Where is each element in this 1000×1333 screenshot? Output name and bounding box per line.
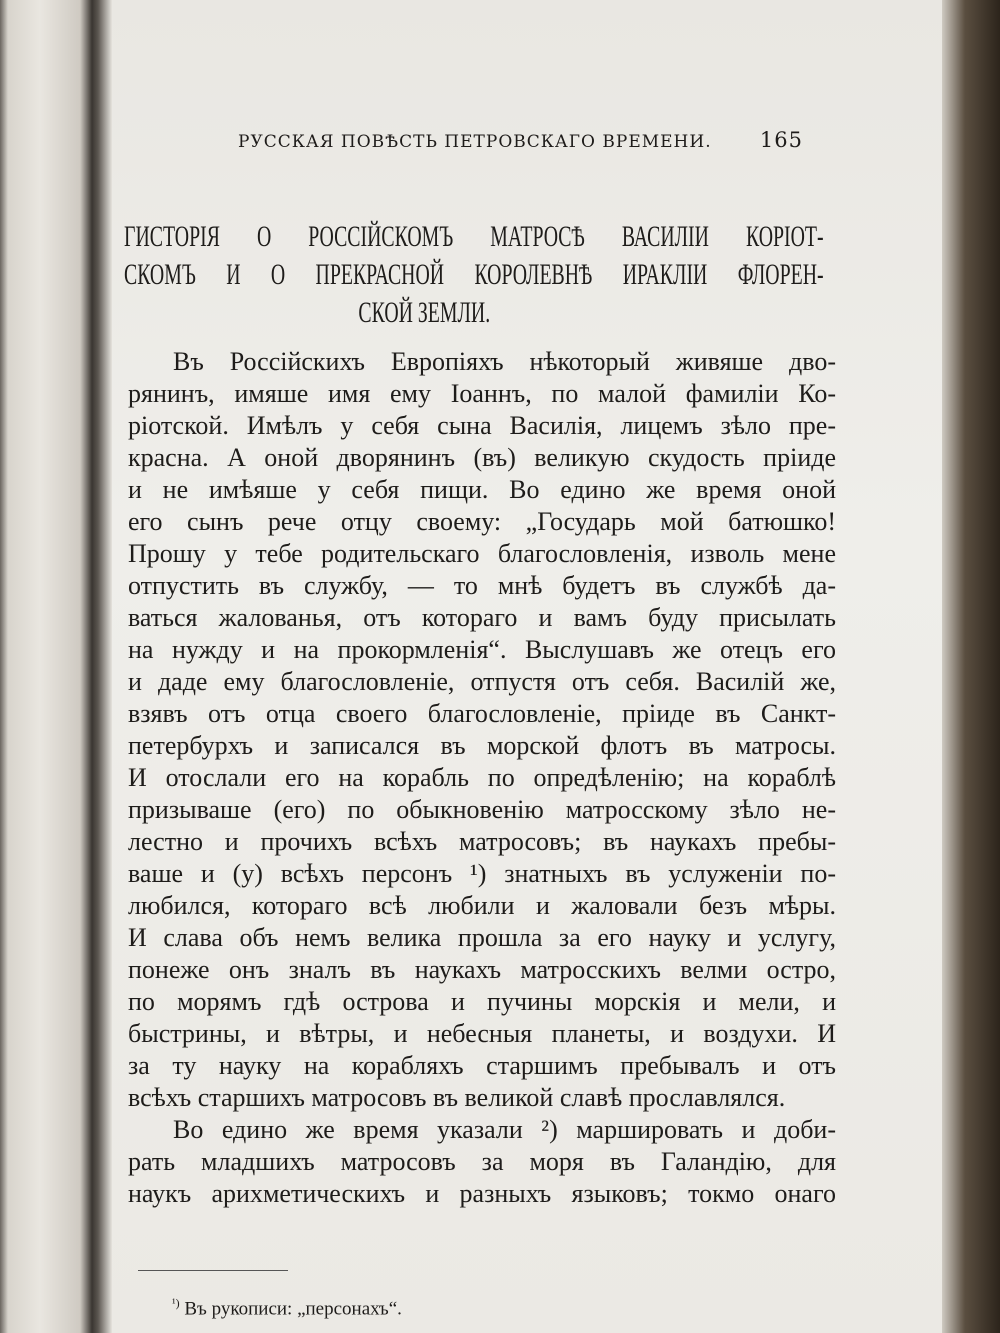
- text-line: и даде ему благословленіе, отпустя отъ себя. Василій же,: [128, 667, 836, 696]
- text-line: рянинъ, имяше имя ему Іоаннъ, по малой фамиліи Ко-: [128, 379, 836, 408]
- text-line: любился, котораго всѣ любили и жаловали безъ мѣры.: [128, 891, 836, 920]
- footnote: [172, 1296, 402, 1320]
- title-line: ГИСТОРІЯ О РОССІЙСКОМЪ МАТРОСѢ ВАСИЛІИ КОРІОТ-: [124, 220, 824, 253]
- text-line: Во едино же время указали ²) маршировать и доби-: [173, 1115, 836, 1144]
- footnote-marker: ¹): [172, 1296, 180, 1310]
- text-line: его сынъ рече отцу своему: „Государь мой батюшко!: [128, 507, 836, 536]
- title-line: СКОМЪ И О ПРЕКРАСНОЙ КОРОЛЕВНѢ ИРАКЛІИ ФЛОРЕН-: [124, 258, 824, 291]
- text-line: наукъ арихметическихъ и разныхъ языковъ; токмо онаго: [128, 1179, 836, 1208]
- text-line: И слава объ немъ велика прошла за его науку и услугу,: [128, 923, 836, 952]
- text-line: на нужду и на прокормленія“. Выслушавъ же отецъ его: [128, 635, 836, 664]
- text-line: Въ Россійскихъ Европіяхъ нѣкоторый живяше дво-: [173, 347, 836, 376]
- page-header: [238, 128, 803, 158]
- text-line: по морямъ гдѣ острова и пучины морскія и мели, и: [128, 987, 836, 1016]
- text-line: взявъ отъ отца своего благословленіе, пріиде въ Санкт-: [128, 699, 836, 728]
- text-line: И отослали его на корабль по опредѣленію; на кораблѣ: [128, 763, 836, 792]
- running-title: РУССКАЯ ПОВѢСТЬ ПЕТРОВСКАГО ВРЕМЕНИ.: [238, 132, 712, 152]
- text-line: ріотской. Имѣлъ у себя сына Василія, лицемъ зѣло пре-: [128, 411, 836, 440]
- text-line: быстрины, и вѣтры, и небесныя планеты, и воздухи. И: [128, 1019, 836, 1048]
- text-line: призываше (его) по обыкновенію матросскому зѣло не-: [128, 795, 836, 824]
- text-line: ваше и (у) всѣхъ персонъ ¹) знатныхъ въ услуженіи по-: [128, 859, 836, 888]
- text-line: лестно и прочихъ всѣхъ матросовъ; въ наукахъ пребы-: [128, 827, 836, 856]
- text-line: отпустить въ службу, — то мнѣ будетъ въ службѣ да-: [128, 571, 836, 600]
- text-line: красна. А оной дворянинъ (въ) великую скудость пріиде: [128, 443, 836, 472]
- page-number: 165: [759, 128, 803, 152]
- text-line: рать младшихъ матросовъ за моря въ Галандію, для: [128, 1147, 836, 1176]
- text-line: петербурхъ и записался въ морской флотъ въ матросы.: [128, 731, 836, 760]
- text-line: за ту науку на корабляхъ старшимъ пребывалъ и отъ: [128, 1051, 836, 1080]
- footnote-text: Въ рукописи: „персонахъ“.: [184, 1298, 402, 1320]
- text-line: понеже онъ зналъ въ наукахъ матросскихъ велми остро,: [128, 955, 836, 984]
- chapter-title: [124, 218, 824, 332]
- footnote-divider: [138, 1270, 288, 1271]
- text-line: ваться жалованья, отъ котораго и вамъ буду присылать: [128, 603, 836, 632]
- title-line: СКОЙ ЗЕМЛИ.: [358, 296, 491, 329]
- body-text: [128, 346, 836, 1210]
- text-line: и не имѣяше у себя пищи. Во едино же время оной: [128, 475, 836, 504]
- text-line: всѣхъ старшихъ матросовъ въ великой славѣ прославлялся.: [128, 1083, 786, 1112]
- text-line: Прошу у тебе родительскаго благословленія, изволь мене: [128, 539, 836, 568]
